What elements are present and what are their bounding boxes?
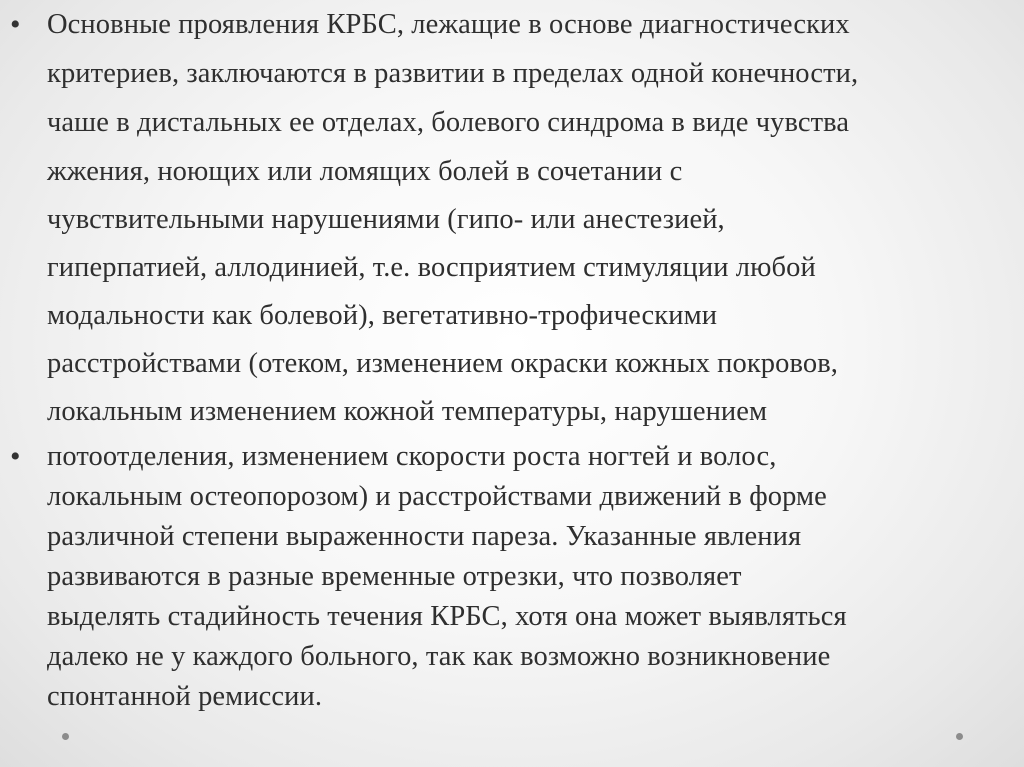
- bullet-marker: •: [10, 440, 21, 473]
- paragraph-1-line-2: критериев, заключаются в развитии в пределах одной конечности,: [47, 58, 859, 89]
- paragraph-1-line-3: чаше в дистальных ее отделах, болевого синдрома в виде чувства: [47, 107, 850, 138]
- paragraph-1-line-7: модальности как болевой), вегетативно-трофическими: [47, 300, 718, 331]
- paragraph-2-line-5: выделять стадийность течения КРБС, хотя она может выявляться: [47, 601, 847, 632]
- paragraph-1-line-4: жжения, ноющих или ломящих болей в сочетании с: [47, 156, 683, 187]
- decorative-dot: [62, 733, 69, 740]
- paragraph-1-line-6: гиперпатией, аллодинией, т.е. восприятием стимуляции любой: [47, 252, 816, 283]
- paragraph-2-line-3: различной степени выраженности пареза. Указанные явления: [47, 521, 802, 552]
- paragraph-2-line-6: далеко не у каждого больного, так как возможно возникновение: [47, 641, 831, 672]
- paragraph-2-line-4: развиваются в разные временные отрезки, что позволяет: [47, 561, 742, 592]
- paragraph-2-line-2: локальным остеопорозом) и расстройствами движений в форме: [47, 481, 827, 512]
- paragraph-1-line-8: расстройствами (отеком, изменением окраски кожных покровов,: [47, 348, 838, 379]
- paragraph-2-line-1: потоотделения, изменением скорости роста ногтей и волос,: [47, 441, 777, 472]
- paragraph-1-line-9: локальным изменением кожной температуры, нарушением: [47, 396, 768, 427]
- paragraph-2-line-7: спонтанной ремиссии.: [47, 681, 323, 712]
- bullet-marker: •: [10, 8, 21, 41]
- decorative-dot: [956, 733, 963, 740]
- paragraph-1-line-5: чувствительными нарушениями (гипо- или анестезией,: [47, 204, 725, 235]
- paragraph-1-line-1: Основные проявления КРБС, лежащие в основе диагностических: [47, 9, 850, 40]
